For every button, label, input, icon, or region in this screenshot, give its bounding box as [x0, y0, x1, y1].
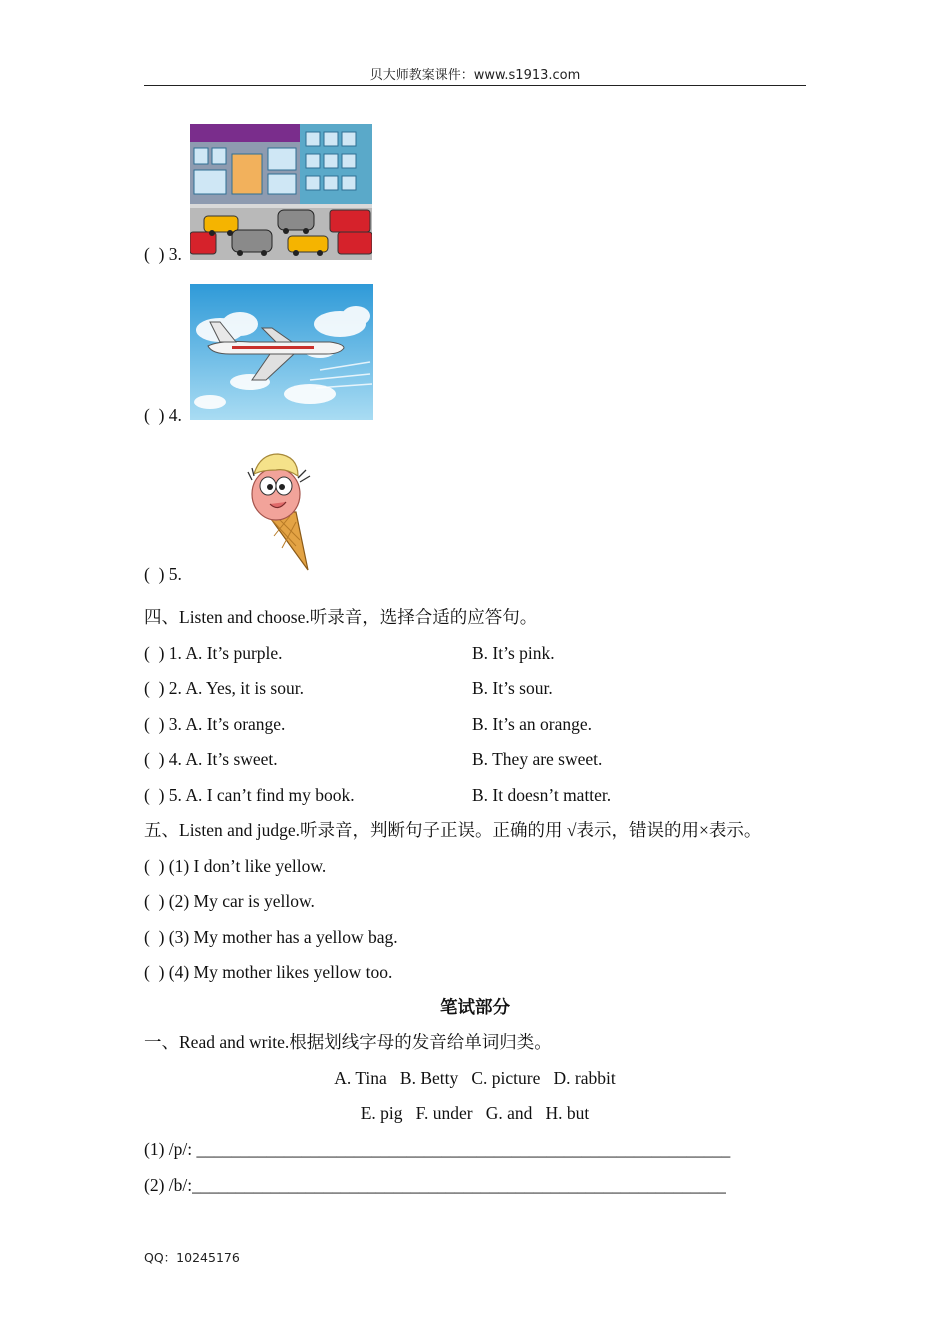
section4-item-1-a: ( ) 1. A. It’s purple. [144, 643, 283, 663]
section4-title: 四、Listen and choose.听录音，选择合适的应答句。 [144, 607, 538, 627]
section1-title: 一、Read and write.根据划线字母的发音给单词归类。 [144, 1032, 552, 1052]
item-5-label: ( ) 5. [144, 564, 182, 584]
section4-item-3-a: ( ) 3. A. It’s orange. [144, 714, 286, 734]
answer-blank-b: (2) /b/:_____________________________________________________________ [144, 1175, 726, 1195]
answer-blank-p: (1) /p/: _____________________________________________________________ [144, 1139, 731, 1159]
section4-item-5-a: ( ) 5. A. I can’t find my book. [144, 785, 355, 805]
section5-item-1: ( ) (1) I don’t like yellow. [144, 856, 327, 876]
section4-item-2-b: B. It’s sour. [472, 678, 553, 698]
item-3-label: ( ) 3. [144, 244, 182, 264]
section4-item-5-b: B. It doesn’t matter. [472, 785, 612, 805]
header-divider [144, 85, 806, 86]
section5-item-2: ( ) (2) My car is yellow. [144, 891, 315, 911]
word-list-row-1: A. Tina B. Betty C. picture D. rabbit [334, 1068, 616, 1088]
section5-item-3: ( ) (3) My mother has a yellow bag. [144, 927, 398, 947]
section4-item-4-a: ( ) 4. A. It’s sweet. [144, 749, 278, 769]
airplane-picture [190, 284, 373, 420]
section4-item-2-a: ( ) 2. A. Yes, it is sour. [144, 678, 304, 698]
section5-title: 五、Listen and judge.听录音，判断句子正误。正确的用 √表示，错误的用×表示。 [144, 820, 762, 840]
ice-cream-picture [246, 450, 314, 572]
word-list-row-2: E. pig F. under G. and H. but [360, 1103, 590, 1123]
written-part-title: 笔试部分 [440, 997, 510, 1017]
section5-item-4: ( ) (4) My mother likes yellow too. [144, 962, 393, 982]
street-traffic-picture [190, 124, 372, 260]
page-header: 贝大师教案课件：www.s1913.com [369, 68, 581, 83]
section4-item-1-b: B. It’s pink. [472, 643, 555, 663]
section4-item-4-b: B. They are sweet. [472, 749, 603, 769]
page-footer: QQ：10245176 [144, 1250, 240, 1265]
item-4-label: ( ) 4. [144, 405, 182, 425]
section4-item-3-b: B. It’s an orange. [472, 714, 593, 734]
